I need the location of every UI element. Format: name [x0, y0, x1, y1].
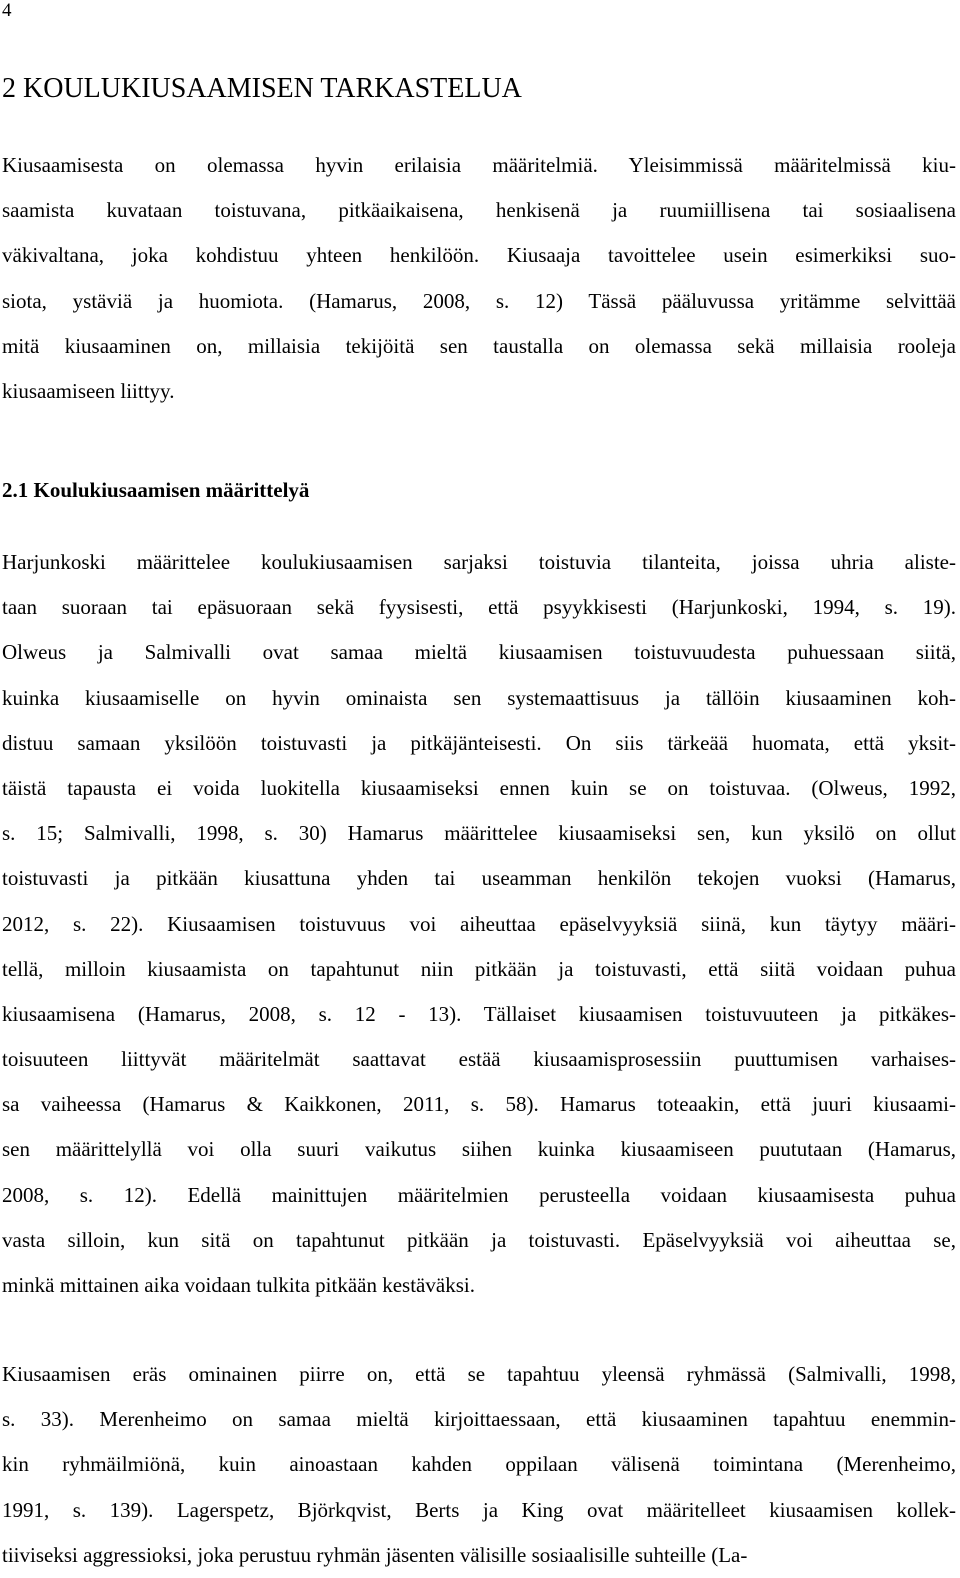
text-line: siota, ystäviä ja huomiota. (Hamarus, 2008, s. 12) Tässä pääluvussa yritämme selvittää [2, 288, 956, 313]
text-line: 2012, s. 22). Kiusaamisen toistuvuus voi aiheuttaa epäselvyyksiä siinä, kun täytyy määri- [2, 911, 956, 936]
text-line: tellä, milloin kiusaamista on tapahtunut niin pitkään ja toistuvasti, että siitä voidaan puhua [2, 956, 956, 981]
text-line: 2008, s. 12). Edellä mainittujen määritelmien perusteella voidaan kiusaamisesta puhua [2, 1182, 956, 1207]
text-line: s. 33). Merenheimo on samaa mieltä kirjoittaessaan, että kiusaaminen tapahtuu enemmin- [2, 1407, 956, 1432]
text-line: toistuvasti ja pitkään kiusattuna yhden tai useamman henkilön tekojen vuoksi (Hamarus, [2, 866, 956, 891]
text-line: väkivaltana, joka kohdistuu yhteen henkilöön. Kiusaaja tavoittelee usein esimerkiksi suo- [2, 243, 956, 268]
paragraph-group-phenomenon [2, 1352, 956, 1578]
text-line: taan suoraan tai epäsuoraan sekä fyysisesti, että psyykkisesti (Harjunkoski, 1994, s. 19). [2, 595, 956, 620]
text-line: kiusaamiseen liittyy. [2, 378, 175, 403]
text-line: distuu samaan yksilöön toistuvasti ja pitkäjänteisesti. On siis tärkeää huomata, että yksit- [2, 730, 956, 755]
text-line: sen määrittelyllä voi olla suuri vaikutus siihen kuinka kiusaamiseen puututaan (Hamarus, [2, 1137, 956, 1162]
text-line: Kiusaamisen eräs ominainen piirre on, että se tapahtuu yleensä ryhmässä (Salmivalli, 1998, [2, 1362, 956, 1386]
text-line: Harjunkoski määrittelee koulukiusaamisen sarjaksi toistuvia tilanteita, joissa uhria aliste- [2, 550, 956, 574]
text-line: kin ryhmäilmiönä, kuin ainoastaan kahden oppilaan välisenä toimintana (Merenheimo, [2, 1452, 956, 1477]
text-line: Kiusaamisesta on olemassa hyvin erilaisia määritelmiä. Yleisimmissä määritelmissä kiu- [2, 153, 956, 177]
text-line: s. 15; Salmivalli, 1998, s. 30) Hamarus määrittelee kiusaamiseksi sen, kun yksilö on ollut [2, 821, 956, 846]
text-line: kiusaamisena (Hamarus, 2008, s. 12 - 13). Tällaiset kiusaamisen toistuvuuteen ja pitkäkes- [2, 1001, 956, 1026]
text-line: toisuuteen liittyvät määritelmät saattavat estää kiusaamisprosessiin puuttumisen varhaises- [2, 1047, 956, 1072]
text-line: Olweus ja Salmivalli ovat samaa mieltä kiusaamisen toistuvuudesta puhuessaan siitä, [2, 640, 956, 665]
text-line: 1991, s. 139). Lagerspetz, Björkqvist, Berts ja King ovat määritelleet kiusaamisen kollek- [2, 1497, 956, 1522]
text-line: tiiviseksi aggressioksi, joka perustuu ryhmän jäsenten välisille sosiaalisille suhteille (La- [2, 1542, 748, 1567]
section-title: 2.1 Koulukiusaamisen määrittelyä [2, 478, 310, 502]
paragraph-intro [2, 143, 956, 414]
text-line: saamista kuvataan toistuvana, pitkäaikaisena, henkisenä ja ruumiillisena tai sosiaalisena [2, 198, 956, 223]
text-line: mitä kiusaaminen on, millaisia tekijöitä sen taustalla on olemassa sekä millaisia rooleja [2, 333, 956, 358]
text-line: vasta silloin, kun sitä on tapahtunut pitkään ja toistuvasti. Epäselvyyksiä voi aiheuttaa se, [2, 1227, 956, 1252]
paragraph-definition [2, 540, 956, 1308]
text-line: sa vaiheessa (Hamarus & Kaikkonen, 2011, s. 58). Hamarus toteaakin, että juuri kiusaami- [2, 1092, 956, 1117]
text-line: minkä mittainen aika voidaan tulkita pitkään kestäväksi. [2, 1273, 475, 1297]
page-number: 4 [2, 0, 12, 21]
chapter-title: 2 KOULUKIUSAAMISEN TARKASTELUA [2, 73, 522, 104]
text-line: täistä tapausta ei voida luokitella kiusaamiseksi ennen kuin se on toistuvaa. (Olweus, 1992, [2, 775, 956, 800]
text-line: kuinka kiusaamiselle on hyvin ominaista sen systemaattisuus ja tällöin kiusaaminen koh- [2, 685, 956, 710]
